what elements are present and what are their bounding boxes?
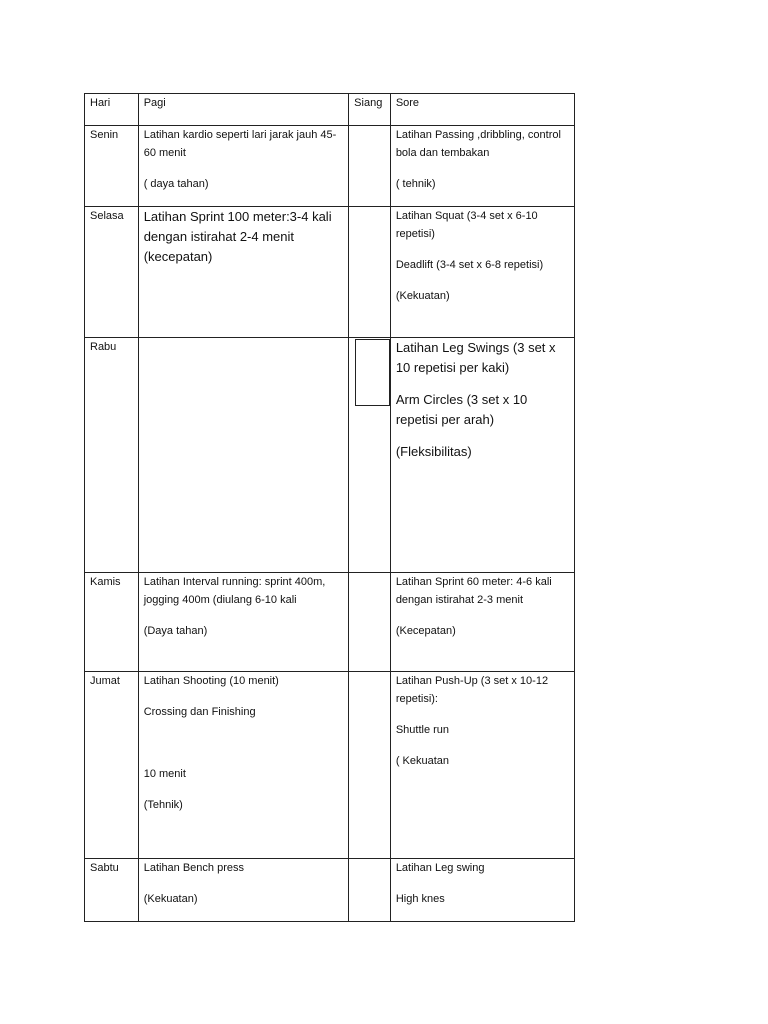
activity-text: Shuttle run: [395, 724, 450, 736]
activity-text: (Kekuatan): [143, 893, 198, 905]
siang-cell: [349, 859, 391, 922]
pagi-cell: [138, 126, 348, 207]
activity-text: 10 menit: [143, 768, 186, 780]
sore-cell: [390, 573, 574, 672]
activity-text: (Kekuatan): [395, 290, 450, 302]
day-cell: Selasa: [85, 207, 139, 338]
table-row: [85, 573, 575, 672]
activity-text: Latihan Sprint 100 meter:3-4 kali dengan istirahat 2-4 menit (kecepatan): [143, 209, 332, 264]
pagi-cell: [138, 859, 348, 922]
sore-cell: [390, 859, 574, 922]
activity-text: (Tehnik): [143, 799, 183, 811]
activity-text: High knes: [395, 893, 445, 905]
activity-text: Latihan Leg swing: [395, 862, 485, 874]
siang-cell: [349, 573, 391, 672]
activity-text: Latihan kardio seperti lari jarak jauh 45-60 menit: [143, 129, 337, 159]
header-pagi: Pagi: [138, 94, 348, 126]
activity-text: Crossing dan Finishing: [143, 706, 256, 718]
table-row: [85, 859, 575, 922]
activity-text: Latihan Passing ,dribbling, control bola dan tembakan: [395, 129, 561, 159]
activity-text: Latihan Squat (3-4 set x 6-10 repetisi): [395, 210, 538, 240]
activity-text: Latihan Interval running: sprint 400m, jogging 400m (diulang 6-10 kali: [143, 576, 326, 606]
schedule-table: [84, 93, 575, 922]
activity-text: (Daya tahan): [143, 625, 208, 637]
activity-text: Latihan Sprint 60 meter: 4-6 kali dengan istirahat 2-3 menit: [395, 576, 552, 606]
activity-text: (Kecepatan): [395, 625, 456, 637]
sore-cell: [390, 338, 574, 573]
table-row: [85, 672, 575, 859]
activity-text: Latihan Bench press: [143, 862, 244, 874]
activity-text: (Fleksibilitas): [395, 444, 472, 459]
activity-text: Latihan Shooting (10 menit): [143, 675, 279, 687]
sore-cell: [390, 126, 574, 207]
day-cell: Senin: [85, 126, 139, 207]
header-row: [85, 94, 575, 126]
header-hari: Hari: [85, 94, 139, 126]
activity-text: Arm Circles (3 set x 10 repetisi per arah): [395, 392, 528, 427]
day-cell: Sabtu: [85, 859, 139, 922]
activity-text: ( tehnik): [395, 178, 436, 190]
day-cell: Rabu: [85, 338, 139, 573]
header-sore: Sore: [390, 94, 574, 126]
activity-text: Latihan Leg Swings (3 set x 10 repetisi per kaki): [395, 340, 556, 375]
pagi-cell: [138, 338, 348, 573]
day-cell: Jumat: [85, 672, 139, 859]
pagi-cell: [138, 672, 348, 859]
empty-text-box: [355, 339, 390, 406]
sore-cell: [390, 207, 574, 338]
table-row: [85, 207, 575, 338]
header-siang: Siang: [349, 94, 391, 126]
day-cell: Kamis: [85, 573, 139, 672]
siang-cell: [349, 338, 391, 573]
siang-cell: [349, 207, 391, 338]
table-row: [85, 126, 575, 207]
table-row: [85, 338, 575, 573]
sore-cell: [390, 672, 574, 859]
activity-text: Latihan Push-Up (3 set x 10-12 repetisi):: [395, 675, 549, 705]
blank-line: [144, 734, 343, 765]
activity-text: Deadlift (3-4 set x 6-8 repetisi): [395, 259, 544, 271]
pagi-cell: [138, 573, 348, 672]
activity-text: ( daya tahan): [143, 178, 209, 190]
activity-text: ( Kekuatan: [395, 755, 450, 767]
pagi-cell: [138, 207, 348, 338]
siang-cell: [349, 126, 391, 207]
siang-cell: [349, 672, 391, 859]
